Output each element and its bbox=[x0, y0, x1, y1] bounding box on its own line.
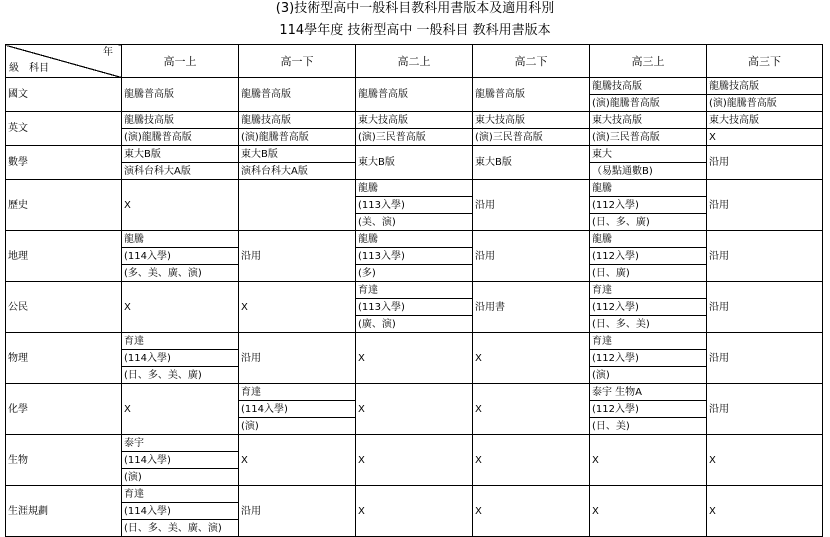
table-row bbox=[6, 248, 823, 265]
table-cell: X bbox=[473, 333, 590, 384]
table-cell: 東大B版 bbox=[122, 146, 239, 163]
table-cell: 沿用 bbox=[707, 231, 823, 282]
table-cell: X bbox=[473, 435, 590, 486]
table-cell: (日、多、美) bbox=[590, 316, 707, 333]
table-cell: (日、美) bbox=[590, 418, 707, 435]
table-cell: 沿用 bbox=[473, 231, 590, 282]
table-cell: 沿用 bbox=[707, 282, 823, 333]
document-subtitle: 114學年度 技術型高中 一般科目 教科用書版本 bbox=[279, 23, 551, 38]
table-cell: 育達 bbox=[590, 282, 707, 299]
table-cell: X bbox=[473, 486, 590, 537]
subject-name-cell: 英文 bbox=[6, 112, 122, 146]
table-cell: 東大技高版 bbox=[473, 112, 590, 129]
table-cell: (114入學) bbox=[122, 452, 239, 469]
table-cell: X bbox=[356, 435, 473, 486]
table-cell: 東大技高版 bbox=[590, 112, 707, 129]
table-cell: 育達 bbox=[590, 333, 707, 350]
column-header: 高二上 bbox=[356, 45, 473, 78]
table-row bbox=[6, 146, 823, 163]
column-header: 高一上 bbox=[122, 45, 239, 78]
table-cell: (日、多、廣) bbox=[590, 214, 707, 231]
table-cell: 沿用 bbox=[239, 486, 356, 537]
table-cell: 龍騰 bbox=[356, 231, 473, 248]
table-cell: X bbox=[356, 384, 473, 435]
table-row bbox=[6, 180, 823, 197]
table-cell: X bbox=[590, 435, 707, 486]
table-cell: 沿用 bbox=[239, 333, 356, 384]
table-cell: 泰宇 bbox=[122, 435, 239, 452]
table-cell: 沿用 bbox=[707, 384, 823, 435]
table-cell: X bbox=[122, 180, 239, 231]
table-cell: 沿用 bbox=[239, 231, 356, 282]
table-cell: 龍騰技高版 bbox=[122, 112, 239, 129]
table-cell: (日、多、美、廣、演) bbox=[122, 520, 239, 537]
table-cell: (112入學) bbox=[590, 197, 707, 214]
table-cell: X bbox=[356, 333, 473, 384]
table-cell: 泰宇 生物A bbox=[590, 384, 707, 401]
table-cell: 演科台科大A版 bbox=[239, 163, 356, 180]
table-cell: 沿用 bbox=[707, 333, 823, 384]
header-row bbox=[6, 45, 823, 78]
table-cell: (112入學) bbox=[590, 248, 707, 265]
table-cell: (演)龍騰普高版 bbox=[590, 95, 707, 112]
table-cell: （易點通數B) bbox=[590, 163, 707, 180]
table-cell: 育達 bbox=[356, 282, 473, 299]
table-cell: (113入學) bbox=[356, 248, 473, 265]
table-cell: 東大技高版 bbox=[707, 112, 823, 129]
table-cell: 龍騰 bbox=[356, 180, 473, 197]
table-cell: (多) bbox=[356, 265, 473, 282]
table-cell: (演) bbox=[122, 469, 239, 486]
table-row bbox=[6, 78, 823, 95]
table-cell: (廣、演) bbox=[356, 316, 473, 333]
table-cell: 東大B版 bbox=[239, 146, 356, 163]
table-cell: 沿用 bbox=[707, 180, 823, 231]
table-cell: (112入學) bbox=[590, 299, 707, 316]
table-cell: 沿用 bbox=[473, 180, 590, 231]
table-row bbox=[6, 265, 823, 282]
subject-name-cell: 化學 bbox=[6, 384, 122, 435]
table-cell: 育達 bbox=[122, 486, 239, 503]
table-cell: X bbox=[473, 384, 590, 435]
table-cell: (演) bbox=[239, 418, 356, 435]
table-cell: 龍騰技高版 bbox=[239, 112, 356, 129]
subject-name-cell: 生物 bbox=[6, 435, 122, 486]
table-cell: (日、廣) bbox=[590, 265, 707, 282]
table-cell: 東大技高版 bbox=[356, 112, 473, 129]
table-row bbox=[6, 112, 823, 129]
table-cell: X bbox=[239, 435, 356, 486]
table-cell: 龍騰普高版 bbox=[473, 78, 590, 112]
table-cell: 東大 bbox=[590, 146, 707, 163]
column-header: 高一下 bbox=[239, 45, 356, 78]
table-cell: 演科台科大A版 bbox=[122, 163, 239, 180]
table-cell: 龍騰 bbox=[122, 231, 239, 248]
table-row bbox=[6, 231, 823, 248]
table-cell: (演)三民普高版 bbox=[356, 129, 473, 146]
table-cell: X bbox=[707, 435, 823, 486]
table-cell: X bbox=[356, 486, 473, 537]
table-cell: 沿用書 bbox=[473, 282, 590, 333]
table-row bbox=[6, 282, 823, 299]
table-cell: X bbox=[239, 282, 356, 333]
table-cell: (114入學) bbox=[122, 503, 239, 520]
table-cell: 東大B版 bbox=[356, 146, 473, 180]
document-title: (3)技術型高中一般科目教科用書版本及適用科別 bbox=[275, 1, 555, 16]
table-cell: (114入學) bbox=[122, 248, 239, 265]
column-header: 高三上 bbox=[590, 45, 707, 78]
subject-name-cell: 地理 bbox=[6, 231, 122, 282]
corner-grade-label: 年 bbox=[103, 47, 113, 58]
table-cell: (112入學) bbox=[590, 350, 707, 367]
table-cell: X bbox=[707, 486, 823, 537]
table-cell: (演)龍騰普高版 bbox=[239, 129, 356, 146]
table-cell: 龍騰 bbox=[590, 180, 707, 197]
table-cell: (演)龍騰普高版 bbox=[122, 129, 239, 146]
table-cell: (112入學) bbox=[590, 401, 707, 418]
textbook-version-table bbox=[5, 44, 823, 537]
table-cell: (多、美、廣、演) bbox=[122, 265, 239, 282]
table-cell: (113入學) bbox=[356, 197, 473, 214]
table-cell: X bbox=[707, 129, 823, 146]
table-cell: 龍騰技高版 bbox=[707, 78, 823, 95]
corner-header-cell bbox=[6, 45, 122, 78]
table-row bbox=[6, 384, 823, 401]
table-cell: X bbox=[590, 486, 707, 537]
table-cell: X bbox=[122, 282, 239, 333]
table-cell: (演)龍騰普高版 bbox=[707, 95, 823, 112]
table-cell: 龍騰 bbox=[590, 231, 707, 248]
table-cell: (114入學) bbox=[122, 350, 239, 367]
subject-name-cell: 歷史 bbox=[6, 180, 122, 231]
table-cell: 龍騰普高版 bbox=[356, 78, 473, 112]
table-cell: 東大B版 bbox=[473, 146, 590, 180]
column-header: 高三下 bbox=[707, 45, 823, 78]
subject-name-cell: 公民 bbox=[6, 282, 122, 333]
subject-name-cell: 國文 bbox=[6, 78, 122, 112]
table-cell: (演) bbox=[590, 367, 707, 384]
subject-name-cell: 物理 bbox=[6, 333, 122, 384]
corner-subject-label: 級 科目 bbox=[9, 63, 49, 74]
table-cell: 龍騰普高版 bbox=[239, 78, 356, 112]
table-cell: (演)三民普高版 bbox=[590, 129, 707, 146]
table-cell: 育達 bbox=[122, 333, 239, 350]
subject-name-cell: 數學 bbox=[6, 146, 122, 180]
table-cell: (演)三民普高版 bbox=[473, 129, 590, 146]
table-row bbox=[6, 333, 823, 350]
table-cell: 育達 bbox=[239, 384, 356, 401]
table-cell: X bbox=[122, 384, 239, 435]
column-header: 高二下 bbox=[473, 45, 590, 78]
table-cell bbox=[239, 180, 356, 231]
table-cell: 龍騰技高版 bbox=[590, 78, 707, 95]
table-cell: 龍騰普高版 bbox=[122, 78, 239, 112]
subject-name-cell: 生涯規劃 bbox=[6, 486, 122, 537]
table-cell: 沿用 bbox=[707, 146, 823, 180]
table-row bbox=[6, 486, 823, 503]
table-row bbox=[6, 129, 823, 146]
table-cell: (114入學) bbox=[239, 401, 356, 418]
table-row bbox=[6, 435, 823, 452]
table-cell: (美、演) bbox=[356, 214, 473, 231]
table-cell: (113入學) bbox=[356, 299, 473, 316]
table-cell: (日、多、美、廣) bbox=[122, 367, 239, 384]
